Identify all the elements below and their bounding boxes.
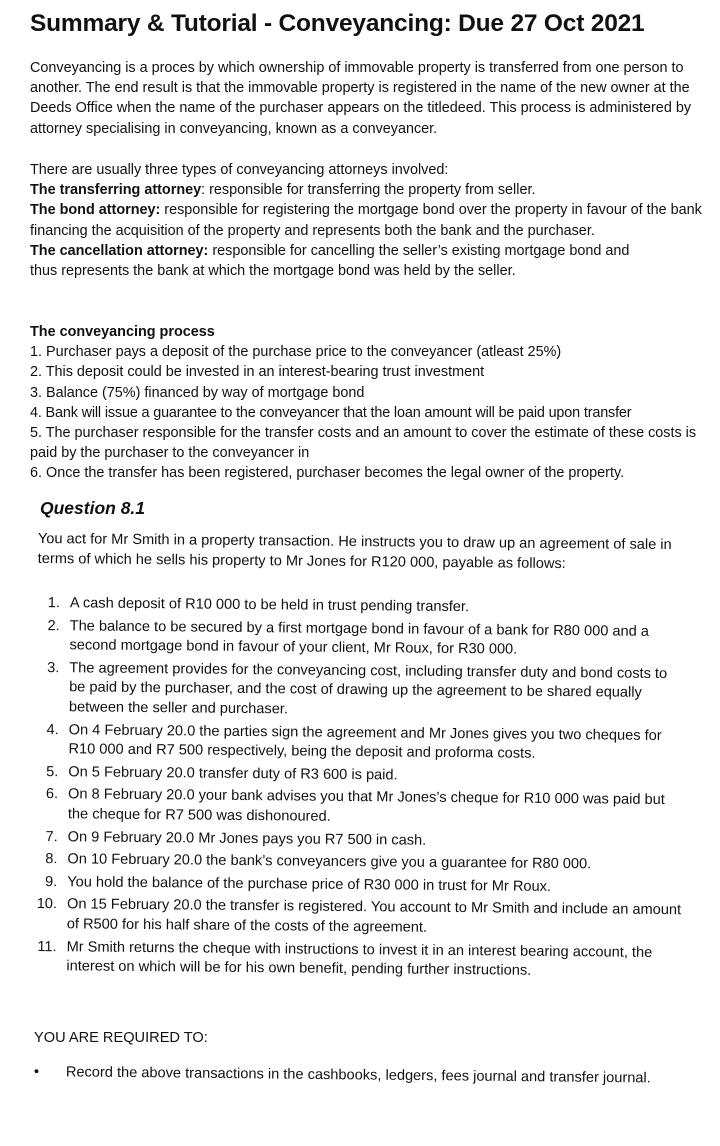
item-text: On 9 February 20.0 Mr Jones pays you R7 500 in cash. <box>67 828 427 849</box>
bond-attorney-label: The bond attorney: <box>30 202 161 219</box>
item-number: 5. <box>46 763 59 780</box>
question-intro <box>38 530 688 575</box>
attorneys-lead: There are usually three types of conveyancing attorneys involved: <box>30 162 449 178</box>
item-number: 6. <box>45 786 59 803</box>
question-item-list <box>34 594 688 983</box>
item-text: The agreement provides for the conveyancing cost, including transfer duty and bond costs to be paid by the purchaser, and the cost of drawing up the agreement to be shared equally between the seller and purchaser. <box>68 660 668 718</box>
item-number: 10. <box>36 896 58 913</box>
item-number: 7. <box>45 828 58 845</box>
question-title: Question 8.1 <box>40 498 146 518</box>
intro-text: Conveyancing is a proces by which ownership of immovable property is transferred from one person to another. The end result is that the immovable property is registered in the name of the new owner at the Deeds Office when the name of the purchaser appears on the titledeed. This process is administered by attorney specialising in conveyancing, known as a conveyancer. <box>30 60 692 137</box>
process-step: 1. Purchaser pays a deposit of the purchase price to the conveyancer (atleast 25%) <box>30 344 562 361</box>
list-item <box>36 785 686 830</box>
attorneys-section <box>30 160 720 281</box>
item-number: 9. <box>44 873 58 890</box>
item-number: 4. <box>46 721 59 738</box>
question-items <box>34 594 688 986</box>
item-text: You hold the balance of the purchase price of R30 000 in trust for Mr Roux. <box>67 874 552 895</box>
item-text: A cash deposit of R10 000 to be held in trust pending transfer. <box>69 595 470 616</box>
list-item <box>36 721 686 766</box>
item-number: 3. <box>47 659 60 676</box>
required-task-text: Record the above transactions in the cashbooks, ledgers, fees journal and transfer journal. <box>65 1064 651 1087</box>
bond-attorney <box>30 200 720 240</box>
item-number: 2. <box>47 617 60 634</box>
transferring-attorney <box>30 180 720 200</box>
cancellation-attorney-text: responsible for cancelling the seller’s existing mortgage bond and thus represents the bank at which the mortgage bond was held by the seller. <box>30 242 630 280</box>
list-item <box>37 659 688 724</box>
item-text: Mr Smith returns the cheque with instructions to invest it in an interest bearing account, the interest on which will be for his own benefit, pending further instructions. <box>66 938 653 979</box>
item-text: On 4 February 20.0 the parties sign the agreement and Mr Jones gives you two cheques for R10 000 and R7 500 respectively, being the deposit and proforma costs. <box>68 721 662 762</box>
page-title: Summary & Tutorial - Conveyancing: Due 27 Oct 2021 <box>30 10 645 37</box>
bond-attorney-text: responsible for registering the mortgage bond over the property in favour of the bank financing the acquisition of the property and represents both the bank and the purchaser. <box>30 202 702 239</box>
item-number: 8. <box>45 851 58 868</box>
item-text: On 8 February 20.0 your bank advises you that Mr Jones’s cheque for R10 000 was paid but the cheque for R7 500 was dishonoured. <box>67 786 665 825</box>
item-text: On 10 February 20.0 the bank’s conveyancers give you a guarantee for R80 000. <box>67 851 592 873</box>
item-number: 11. <box>37 938 57 955</box>
process-step: 5. The purchaser responsible for the transfer costs and an amount to cover the estimate of these costs is paid by the purchaser to the conveyancer in <box>30 425 697 462</box>
item-text: On 5 February 20.0 transfer duty of R3 600 is paid. <box>68 764 398 784</box>
required-task <box>33 1062 684 1087</box>
process-step: 3. Balance (75%) financed by way of mortgage bond <box>30 384 365 401</box>
transferring-attorney-text: : responsible for transferring the property from seller. <box>201 182 536 199</box>
list-item <box>37 617 687 662</box>
process-step: 2. This deposit could be invested in an interest-bearing trust investment <box>30 364 485 381</box>
item-text: On 15 February 20.0 the transfer is registered. You account to Mr Smith and include an amount of R500 for his half share of the costs of the agreement. <box>66 896 682 936</box>
process-section <box>30 322 720 484</box>
bullet-icon: • <box>33 1063 40 1081</box>
list-item <box>35 873 685 899</box>
question-intro-text: You act for Mr Smith in a property transaction. He instructs you to draw up an agreement of sale in terms of which he sells his property to Mr Jones for R120 000, payable as follows: <box>37 530 672 572</box>
process-step: 6. Once the transfer has been registered, purchaser becomes the legal owner of the property. <box>30 465 625 482</box>
transferring-attorney-label: The transferring attorney <box>30 182 202 199</box>
process-heading: The conveyancing process <box>30 324 215 340</box>
item-text: The balance to be secured by a first mortgage bond in favour of a bank for R80 000 and a second mortgage bond in favour of your client, Mr Roux, for R30 000. <box>69 617 650 658</box>
cancellation-attorney <box>30 241 650 281</box>
list-item <box>35 895 685 940</box>
list-item <box>36 828 686 854</box>
process-step: 4. Bank will issue a guarantee to the conveyancer that the loan amount will be paid upon transfer <box>30 404 632 421</box>
cancellation-attorney-label: The cancellation attorney: <box>30 242 209 259</box>
list-item <box>34 937 684 982</box>
intro-paragraph <box>30 58 720 139</box>
list-item <box>38 594 688 620</box>
list-item <box>36 763 686 789</box>
list-item <box>35 850 685 876</box>
item-number: 1. <box>47 595 60 612</box>
required-label: YOU ARE REQUIRED TO: <box>34 1030 208 1046</box>
